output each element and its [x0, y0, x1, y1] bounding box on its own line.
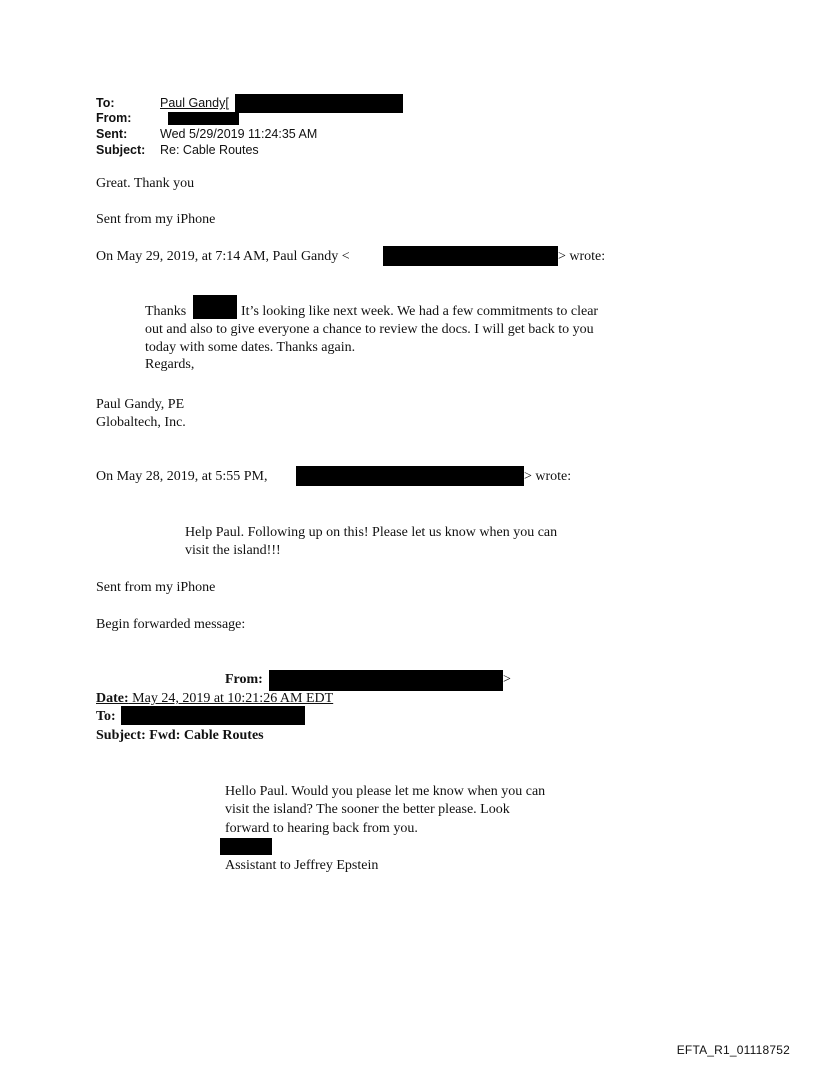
fwd-date-value: May 24, 2019 at 10:21:26 AM EDT [128, 691, 334, 706]
signature-name: Paul Gandy, PE [96, 397, 185, 412]
redaction-assistant-name [220, 838, 272, 855]
redaction-name-1 [193, 295, 237, 319]
sent-label: Sent: [96, 127, 128, 141]
fwd-msg-line3: forward to hearing back from you. [225, 821, 418, 836]
sent-from-iphone-2: Sent from my iPhone [96, 580, 216, 595]
signature-company: Globaltech, Inc. [96, 415, 186, 430]
quote1-line1-start: Thanks [145, 304, 187, 319]
quote1-line3: today with some dates. Thanks again. [145, 340, 356, 355]
redaction-fwd-to [121, 706, 305, 725]
reply-text: Great. Thank you [96, 176, 195, 191]
fwd-to-label: To: [96, 709, 116, 724]
begin-forwarded: Begin forwarded message: [96, 617, 246, 632]
document-id: EFTA_R1_01118752 [676, 1043, 790, 1057]
fwd-subject: Subject: Fwd: Cable Routes [96, 728, 264, 743]
fwd-msg-line2: visit the island? The sooner the better please. Look [225, 802, 510, 817]
quote2-line1: Help Paul. Following up on this! Please let us know when you can [185, 525, 558, 540]
fwd-from-tail: > [503, 672, 511, 687]
redaction-to [235, 94, 403, 113]
quote1-line2: out and also to give everyone a chance to review the docs. I will get back to you [145, 322, 594, 337]
redaction-sender-email [296, 466, 524, 486]
sent-from-iphone-1: Sent from my iPhone [96, 212, 216, 227]
subject-label: Subject: [96, 143, 146, 157]
fwd-from-label: From: [225, 672, 263, 687]
quote2-line2: visit the island!!! [185, 543, 281, 558]
quote1-intro-end: > wrote: [558, 249, 606, 264]
quote2-intro-start: On May 28, 2019, at 5:55 PM, [96, 469, 268, 484]
fwd-msg-signature: Assistant to Jeffrey Epstein [225, 858, 379, 873]
redaction-gandy-email [383, 246, 558, 266]
sent-value: Wed 5/29/2019 11:24:35 AM [160, 127, 318, 141]
redaction-from [168, 112, 239, 125]
from-label: From: [96, 111, 132, 125]
quote1-line4: Regards, [145, 357, 195, 372]
to-label: To: [96, 96, 115, 110]
fwd-msg-line1: Hello Paul. Would you please let me know when you can [225, 784, 546, 799]
fwd-date-label: Date: [96, 691, 129, 706]
subject-value: Re: Cable Routes [160, 143, 259, 157]
to-value: Paul Gandy[ [160, 96, 229, 110]
quote1-line1-end: It’s looking like next week. We had a few commitments to clear [241, 304, 599, 319]
quote1-intro-start: On May 29, 2019, at 7:14 AM, Paul Gandy < [96, 249, 350, 264]
quote2-intro-end: > wrote: [524, 469, 572, 484]
redaction-fwd-from [269, 670, 503, 691]
